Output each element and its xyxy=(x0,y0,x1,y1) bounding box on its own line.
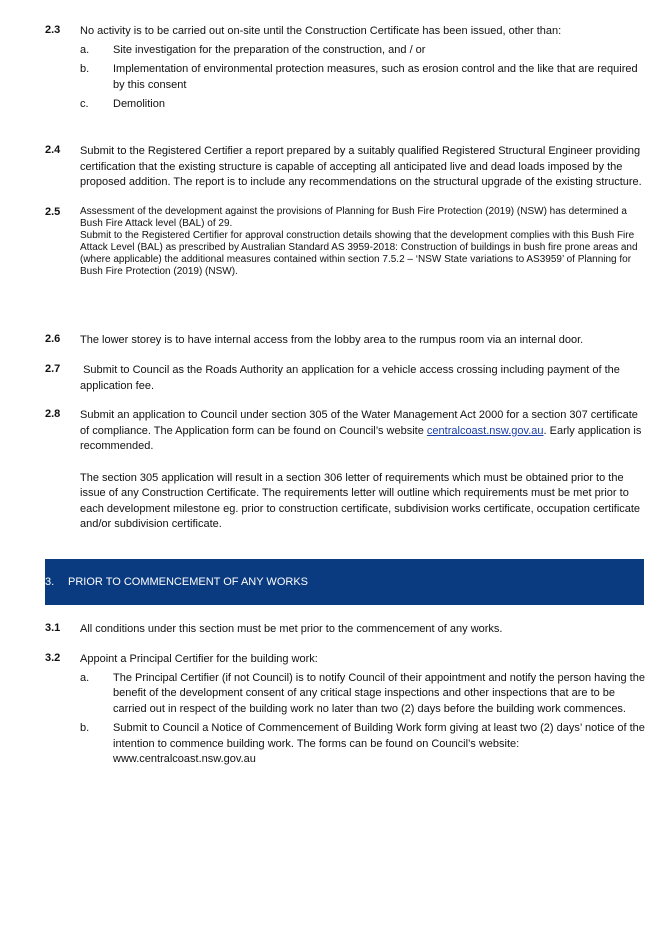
clause-number: 3.1 xyxy=(45,622,61,634)
clause-number: 2.7 xyxy=(45,363,61,375)
clause-3-2 xyxy=(45,652,645,768)
clause-number: 2.4 xyxy=(45,144,61,156)
clause-number: 3.2 xyxy=(45,652,61,664)
list-item xyxy=(80,97,645,113)
clause-text xyxy=(80,408,645,455)
council-website-link[interactable]: centralcoast.nsw.gov.au xyxy=(426,424,544,437)
list-item xyxy=(80,62,645,93)
section-title: PRIOR TO COMMENCEMENT OF ANY WORKS xyxy=(68,576,308,588)
clause-number: 2.6 xyxy=(45,333,61,345)
clause-number: 2.8 xyxy=(45,408,61,420)
list-item-text: Implementation of environmental protection measures, such as erosion control and the like that are required by this consent xyxy=(113,63,638,91)
clause-2-4 xyxy=(45,144,645,191)
clause-text-part: . Early application is recommended. xyxy=(80,424,642,452)
list-letter: b. xyxy=(80,63,90,75)
list-letter: c. xyxy=(80,98,89,110)
list-letter: a. xyxy=(80,671,90,684)
clause-2-7 xyxy=(45,363,645,394)
clause-2-5 xyxy=(45,206,645,278)
clause-number: 2.3 xyxy=(45,24,61,36)
list-item xyxy=(80,43,645,59)
clause-2-6 xyxy=(45,333,645,349)
clause-text: Submit to the Registered Certifier a report prepared by a suitably qualified Registered Structural Engineer providing certification that the existing structure is capable of accepting all anticipated live and dead loads imposed by the proposed addition. The report is to include any recommendations on the structural upgrade of the existing structure. xyxy=(80,145,642,188)
clause-paragraph: The section 305 application will result in a section 306 letter of requirements which must be obtained prior to the issue of any Construction Certificate. The requirements letter will outline which requirements must be met prior to each development milestone eg. prior to construction certificate, subdivision works certificate, occupation certificate and/or subdivision certificate. xyxy=(80,471,641,530)
clause-text: No activity is to be carried out on-site until the Construction Certificate has been issued, other than: xyxy=(80,25,562,37)
list-item-text: Site investigation for the preparation of the construction, and / or xyxy=(113,43,426,56)
list-letter: b. xyxy=(80,722,90,734)
clause-text: Appoint a Principal Certifier for the building work: xyxy=(80,653,318,665)
list-item xyxy=(80,671,645,718)
section-banner xyxy=(45,559,644,605)
clause-text: Submit to the Registered Certifier for approval construction details showing that the development complies with this Bush Fire Attack Level (BAL) as prescribed by Australian Standard AS 3959-2018: Construction of buildings in bush fire prone areas and (where applicable) the additional measures contained within section 7.5.2 – ‘NSW State variations to AS3959’ of Planning for Bush Fire Protection (2019) (NSW). xyxy=(80,230,638,277)
clause-number: 2.5 xyxy=(45,206,61,218)
clause-text: Submit to Council as the Roads Authority an application for a vehicle access crossing including payment of the application fee. xyxy=(80,364,623,392)
clause-3-1 xyxy=(45,622,645,638)
clause-text: The lower storey is to have internal access from the lobby area to the rumpus room via an internal door. xyxy=(80,334,584,346)
list-item-text: Demolition xyxy=(113,98,165,110)
clause-2-8 xyxy=(45,408,645,533)
clause-text: All conditions under this section must be met prior to the commencement of any works. xyxy=(80,623,503,635)
clause-text-part: Submit an application to Council under section 305 of the Water Management Act 2000 for a section 307 certificate of compliance. The Application form can be found on Council’s website xyxy=(80,409,638,437)
list-item xyxy=(80,721,645,768)
list-item-text: Submit to Council a Notice of Commencement of Building Work form giving at least two (2) days’ notice of the intention to commence building work. The forms can be found on Council’s website: www.centralcoast.nsw.gov.au xyxy=(113,722,645,765)
clause-text: Assessment of the development against the provisions of Planning for Bush Fire Protection (2019) (NSW) has determined a Bush Fire Attack level (BAL) of 29. xyxy=(80,206,627,229)
clause-2-3 xyxy=(45,24,645,113)
section-number: 3. xyxy=(45,576,55,588)
list-item-text: The Principal Certifier (if not Council) is to notify Council of their appointment and notify the person having the benefit of the development consent of any critical stage inspections and other inspections that are to be carried out in respect of the building work no later than two (2) days before the building work commences. xyxy=(113,671,645,715)
list-letter: a. xyxy=(80,43,90,56)
